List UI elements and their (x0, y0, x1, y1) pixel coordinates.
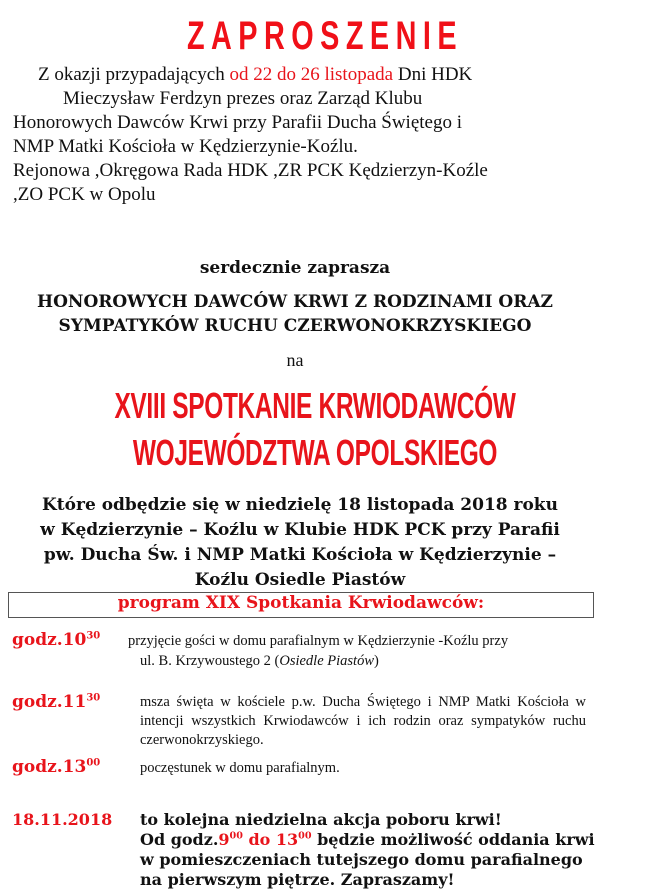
donation-line: na pierwszym piętrze. Zapraszamy! (140, 870, 455, 889)
details-line: pw. Ducha Św. i NMP Matki Kościoła w Kędzierzynie – (43, 545, 557, 565)
details-line: w Kędzierzynie – Koźlu w Klubie HDK PCK przy Parafii (40, 520, 560, 540)
guests-line: SYMPATYKÓW RUCHU CZERWONOKRZYSKIEGO (58, 316, 532, 336)
schedule-time: $godz.11^{30}$ (12, 692, 101, 712)
donation-line: to kolejna niedzielna akcja poboru krwi! (140, 810, 502, 829)
program-header-box (8, 592, 594, 618)
donation-line: w pomieszczeniach tutejszego domu parafialnego (140, 850, 583, 869)
intro-line: Mieczysław Ferdzyn prezes oraz Zarząd Klubu (63, 88, 423, 109)
program-title: program XIX Spotkania Krwiodawców: (117, 593, 485, 613)
schedule-text: przyjęcie gości w domu parafialnym w Kędzierzynie -Koźlu przy (128, 633, 509, 649)
donation-date: 18.11.2018 (12, 810, 113, 829)
invites-text: serdecznie zaprasza (199, 258, 391, 278)
schedule-text: poczęstunek w domu parafialnym. (140, 760, 340, 776)
title: ZAPROSZENIE (186, 14, 464, 58)
schedule-text-2: ul. B. Krzywoustego 2 (Osiedle Piastów) (140, 653, 379, 669)
intro-line-1 (38, 63, 472, 87)
intro-line: ,ZO PCK w Opolu (13, 184, 156, 205)
intro-line: Rejonowa ,Okręgowa Rada HDK ,ZR PCK Kędzierzyn-Koźle (13, 160, 488, 181)
intro-line: NMP Matki Kościoła w Kędzierzynie-Koźlu. (13, 136, 358, 157)
intro-line: Honorowych Dawców Krwi przy Parafii Ducha Świętego i (13, 112, 463, 133)
schedule-time: $godz.10^{30}$ (12, 630, 101, 650)
schedule-text: msza święta w kościele p.w. Ducha Świętego i NMP Matki Kościoła w intencji wszystkich Krwiodawców i ich rodzin oraz sympatyków ruchu czerwonokrzyskiego. (140, 694, 586, 748)
schedule-time: $godz.13^{00}$ (12, 757, 101, 777)
na-text: na (286, 350, 304, 370)
details-line: Które odbędzie się w niedzielę 18 listopada 2018 roku (42, 495, 558, 515)
intro-text-end: Dni HDK (393, 64, 473, 85)
event-title-line: WOJEWÓDZTWA OPOLSKIEGO (132, 432, 498, 473)
event-title-line: XVIII SPOTKANIE KRWIODAWCÓW (114, 385, 516, 426)
intro-dates: od 22 do 26 listopada (229, 64, 394, 85)
donation-hours: Od $godz.9^{00}$ do $13^{00}$ będzie możliwość oddania krwi (140, 830, 595, 849)
intro-text: Z okazji przypadających (38, 64, 230, 85)
guests-line: HONOROWYCH DAWCÓW KRWI Z RODZINAMI ORAZ (37, 292, 553, 312)
details-line: Koźlu Osiedle Piastów (194, 570, 406, 590)
